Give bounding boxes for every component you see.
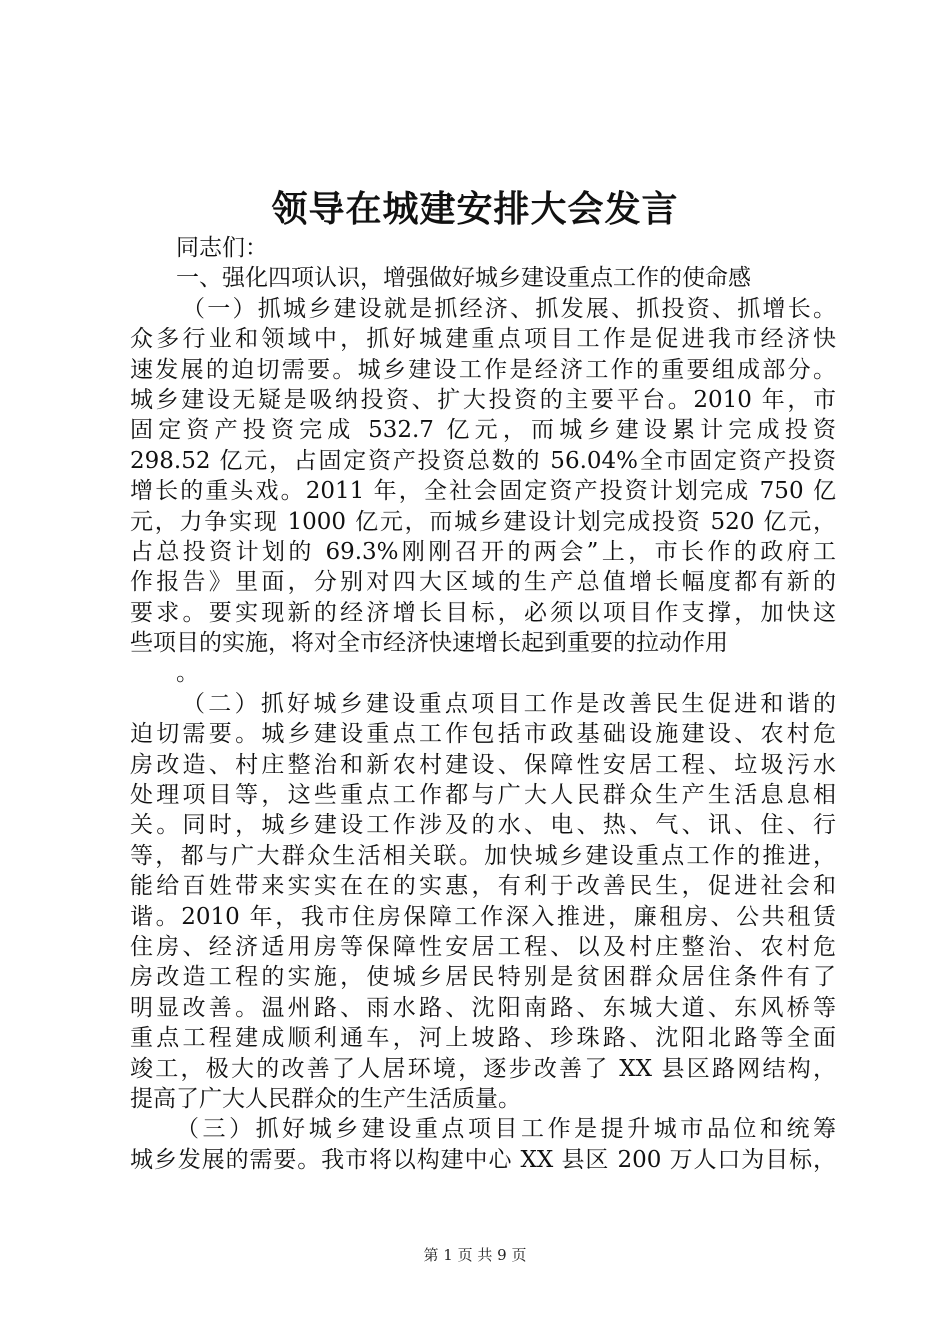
body-line: 一、强化四项认识，增强做好城乡建设重点工作的使命感 [176, 265, 751, 292]
body-line: 城乡发展的需要。我市将以构建中心 XX 县区 200 万人口为目标， [130, 1146, 836, 1173]
body-line: 速发展的迫切需要。城乡建设工作是经济工作的重要组成部分。 [130, 356, 836, 383]
body-line: 处理项目等，这些重点工作都与广大人民群众生产生活息息相 [130, 782, 836, 809]
body-line: 房改造工程的实施，使城乡居民特别是贫困群众居住条件有了 [130, 964, 836, 991]
body-line: 同志们： [176, 235, 268, 261]
body-line: 住房、经济适用房等保障性安居工程、以及村庄整治、农村危 [130, 933, 836, 960]
body-line: 元，力争实现 1000 亿元，而城乡建设计划完成投资 520 亿元， [130, 508, 836, 535]
body-line: （二）抓好城乡建设重点项目工作是改善民生促进和谐的 [182, 690, 836, 717]
body-line: 竣工，极大的改善了人居环境，逐步改善了 XX 县区路网结构， [130, 1055, 836, 1082]
body-line: 298.52 亿元，占固定资产投资总数的 56.04%全市固定资产投资 [130, 447, 836, 474]
body-line: 要求。要实现新的经济增长目标，必须以项目作支撑，加快这 [130, 599, 836, 626]
body-line: 些项目的实施，将对全市经济快速增长起到重要的拉动作用 [130, 630, 728, 657]
body-line: 增长的重头戏。2011 年，全社会固定资产投资计划完成 750 亿 [130, 478, 836, 505]
body-line: 等，都与广大群众生活相关联。加快城乡建设重点工作的推进， [130, 842, 836, 869]
document-body [130, 233, 836, 1175]
body-line: 占总投资计划的 69.3%刚刚召开的两会”上，市长作的政府工 [130, 538, 836, 565]
body-line: 谐。2010 年，我市住房保障工作深入推进，廉租房、公共租赁 [130, 903, 836, 930]
body-line: 迫切需要。城乡建设重点工作包括市政基础设施建设、农村危 [130, 721, 836, 748]
body-line: 关。同时，城乡建设工作涉及的水、电、热、气、讯、住、行 [130, 812, 836, 839]
body-line: 。 [176, 660, 199, 687]
body-line: 城乡建设无疑是吸纳投资、扩大投资的主要平台。2010 年，市 [130, 386, 836, 413]
page-footer: 第 1 页 共 9 页 [423, 1246, 527, 1264]
body-line: 房改造、村庄整治和新农村建设、保障性安居工程、垃圾污水 [130, 751, 836, 778]
body-line: 固定资产投资完成 532.7 亿元，而城乡建设累计完成投资 [130, 417, 836, 444]
body-line: 能给百姓带来实实在在的实惠，有利于改善民生，促进社会和 [130, 873, 836, 900]
body-line: 众多行业和领域中，抓好城建重点项目工作是促进我市经济快 [130, 326, 836, 353]
document-title: 领导在城建安排大会发言 [271, 188, 679, 230]
body-line: 作报告》里面，分别对四大区域的生产总值增长幅度都有新的 [130, 569, 836, 596]
body-line: （三）抓好城乡建设重点项目工作是提升城市品位和统筹 [176, 1116, 836, 1143]
body-line: 提高了广大人民群众的生产生活质量。 [130, 1085, 521, 1112]
body-line: 重点工程建成顺利通车，河上坡路、珍珠路、沈阳北路等全面 [130, 1025, 836, 1052]
body-line: （一）抓城乡建设就是抓经济、抓发展、抓投资、抓增长。 [182, 295, 836, 322]
body-line: 明显改善。温州路、雨水路、沈阳南路、东城大道、东风桥等 [130, 994, 836, 1021]
